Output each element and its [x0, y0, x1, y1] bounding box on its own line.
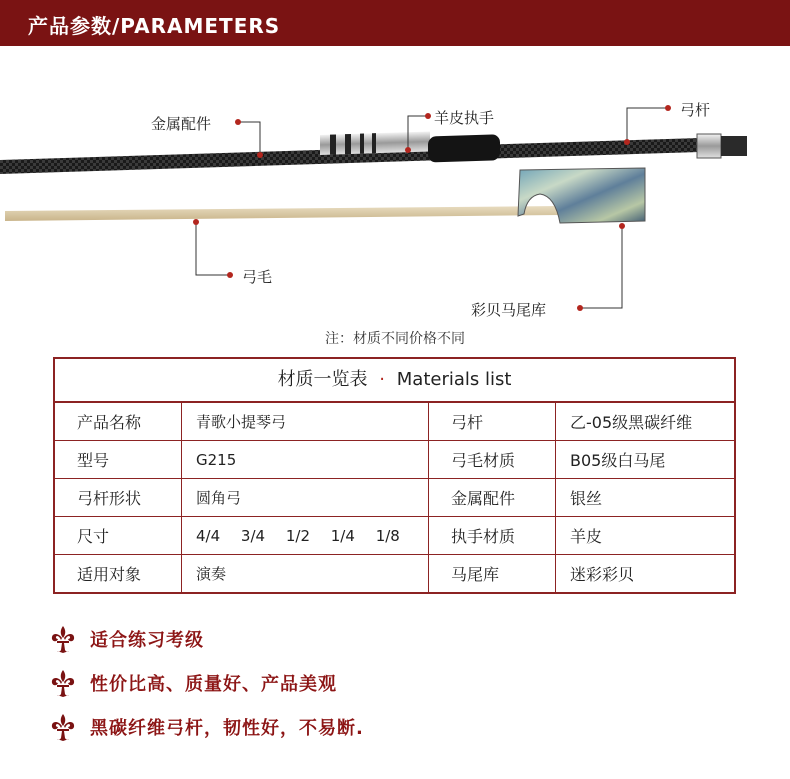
- materials-table: [53, 357, 736, 594]
- bow-hair-shape: [5, 206, 560, 221]
- size-value: 3/4: [240, 526, 266, 545]
- feature-text: 适合练习考级: [90, 630, 204, 651]
- table-row: [55, 403, 734, 441]
- bow-diagram: [0, 46, 790, 356]
- size-value: 1/4: [330, 526, 355, 545]
- table-value: B05级白马尾: [556, 441, 735, 479]
- table-row: [55, 441, 734, 479]
- callout-bow-hair: 弓毛: [242, 268, 273, 286]
- metal-winding-shape: [320, 131, 430, 154]
- fleur-de-lis-icon: [48, 624, 78, 654]
- table-key: 弓毛材质: [429, 441, 556, 479]
- screw-button-shape: [697, 134, 721, 158]
- table-value: 银丝: [556, 479, 735, 517]
- table-value: G215: [182, 441, 429, 479]
- table-value: 演奏: [182, 555, 429, 593]
- leather-grip-shape: [428, 134, 500, 162]
- callout-leather-grip: 羊皮执手: [434, 109, 495, 127]
- table-title-separator: ·: [379, 369, 386, 390]
- feature-list: [48, 618, 364, 750]
- feature-item: [48, 618, 364, 660]
- table-key: 型号: [55, 441, 182, 479]
- fleur-de-lis-icon: [48, 712, 78, 742]
- table-key: 金属配件: [429, 479, 556, 517]
- bow-illustration: [0, 46, 790, 356]
- header-title: 产品参数/PARAMETERS: [28, 14, 281, 38]
- feature-text: 黑碳纤维弓杆，韧性好，不易断.: [90, 718, 364, 739]
- feature-text: 性价比高、质量好、产品美观: [90, 674, 337, 695]
- table-key: 执手材质: [429, 517, 556, 555]
- size-value: 1/2: [285, 526, 310, 545]
- price-note: 注：材质不同价格不同: [325, 331, 465, 347]
- table-row: [55, 555, 734, 593]
- table-value: 乙-05级黑碳纤维: [556, 403, 735, 441]
- size-list: [182, 517, 429, 555]
- callout-frog: 彩贝马尾库: [471, 301, 547, 319]
- table-value: 迷彩彩贝: [556, 555, 735, 593]
- table-key: 马尾库: [429, 555, 556, 593]
- table-key: 产品名称: [55, 403, 182, 441]
- table-value: 圆角弓: [182, 479, 429, 517]
- table-value: 羊皮: [556, 517, 735, 555]
- callout-bow-stick: 弓杆: [680, 101, 711, 119]
- table-key: 弓杆形状: [55, 479, 182, 517]
- table-title: [55, 359, 734, 402]
- fleur-de-lis-icon: [48, 668, 78, 698]
- table-key: 弓杆: [429, 403, 556, 441]
- callout-metal-fitting: 金属配件: [151, 115, 212, 133]
- table-value: 青歌小提琴弓: [182, 403, 429, 441]
- table-title-cn: 材质一览表: [277, 369, 368, 390]
- table-row: [55, 479, 734, 517]
- size-value: 4/4: [196, 526, 221, 545]
- table-key: 适用对象: [55, 555, 182, 593]
- header-bar: [0, 0, 790, 46]
- feature-item: [48, 662, 364, 704]
- table-row: [55, 517, 734, 555]
- size-value: 1/8: [375, 526, 400, 545]
- feature-item: [48, 706, 364, 748]
- materials-grid: [55, 402, 734, 592]
- table-title-en: Materials list: [396, 369, 512, 390]
- table-key: 尺寸: [55, 517, 182, 555]
